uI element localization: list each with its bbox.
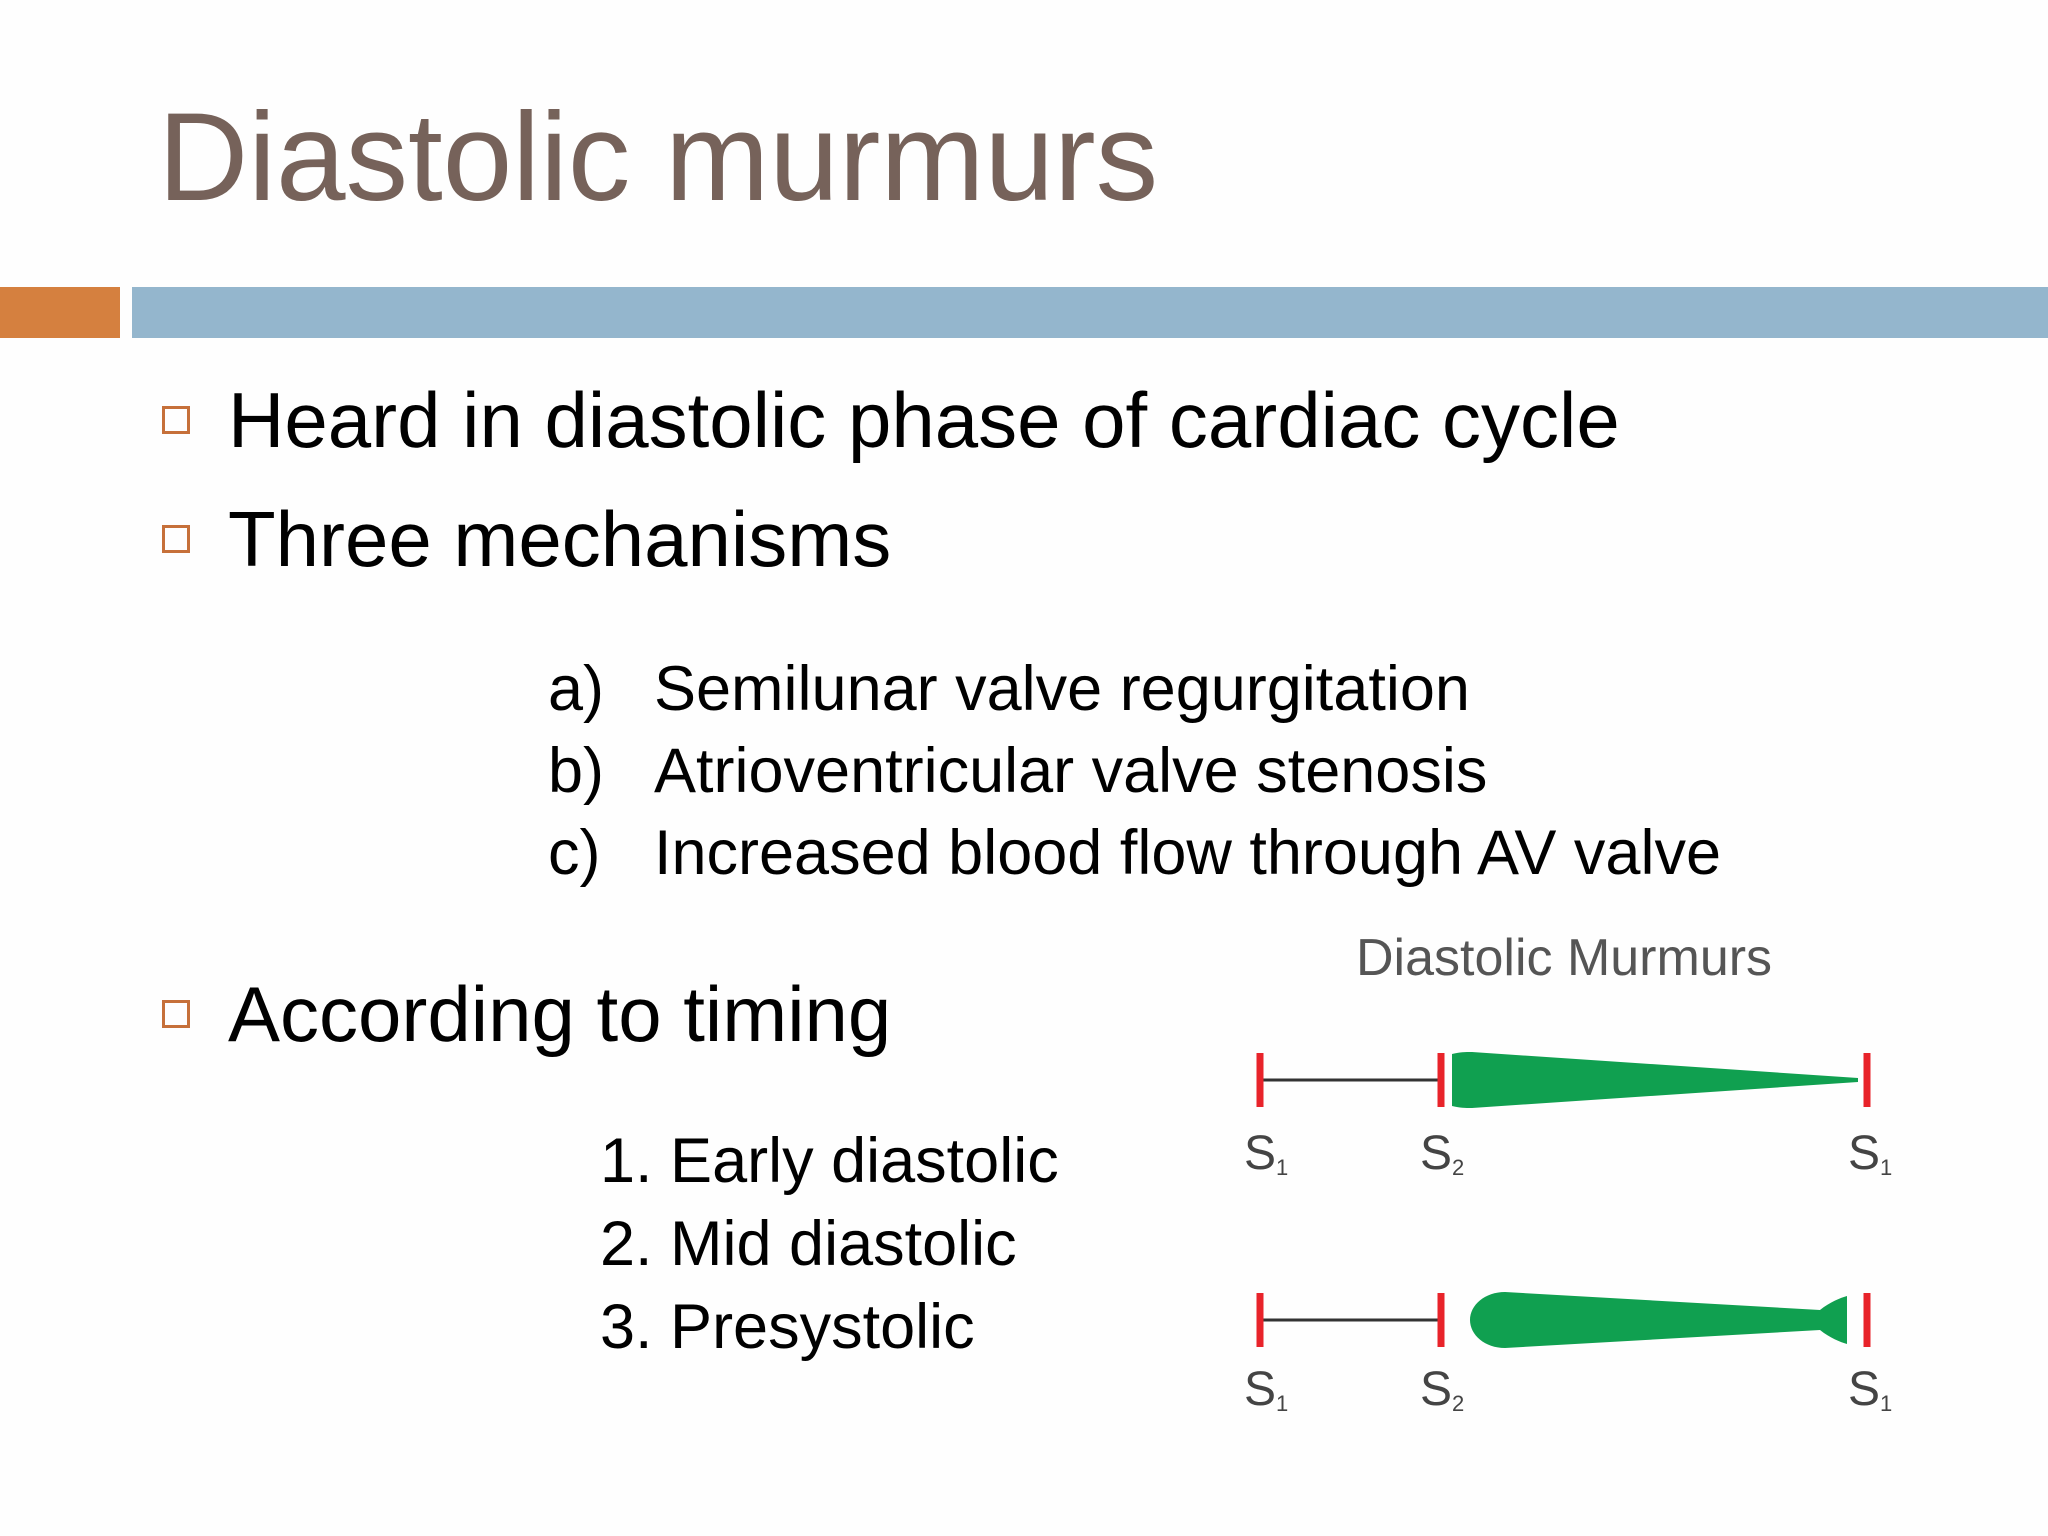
list-marker: a) — [548, 654, 605, 724]
list-marker: c) — [548, 818, 601, 888]
list-item-text: Semilunar valve regurgitation — [654, 654, 1470, 724]
mechanisms-list — [548, 648, 1721, 894]
s2-label: $S_2$ — [1420, 1127, 1465, 1180]
bullet-three-mechanisms — [162, 495, 892, 583]
s1-label: $S_1$ — [1244, 1127, 1289, 1180]
bullet-text: According to timing — [228, 970, 892, 1058]
murmur-diagram — [1230, 920, 1930, 1430]
bullet-text: Heard in diastolic phase of cardiac cycle — [228, 376, 1620, 464]
murmur-shape-decrescendo — [1452, 1052, 1858, 1108]
slide-title: Diastolic murmurs — [158, 88, 1159, 227]
list-item-text: Atrioventricular valve stenosis — [654, 736, 1488, 806]
list-item — [548, 648, 1721, 730]
list-item: 1. Early diastolic — [600, 1126, 1059, 1196]
murmur-shape-mid-presystolic — [1470, 1292, 1847, 1348]
list-item: 3. Presystolic — [600, 1292, 975, 1362]
s1-label: $S_1$ — [1848, 1127, 1893, 1180]
accent-bar — [0, 287, 120, 338]
diagram-title: Diastolic Murmurs — [1356, 929, 1773, 987]
bullet-square-icon — [162, 525, 190, 553]
bullet-heard-in-diastolic — [162, 376, 1620, 464]
list-item: 2. Mid diastolic — [600, 1209, 1017, 1279]
bullet-square-icon — [162, 406, 190, 434]
list-item — [548, 730, 1721, 812]
list-item-text: Increased blood flow through AV valve — [654, 818, 1722, 888]
s1-label: $S_1$ — [1244, 1363, 1289, 1416]
list-item — [548, 812, 1721, 894]
bullet-square-icon — [162, 1000, 190, 1028]
list-marker: b) — [548, 736, 605, 806]
s1-label: $S_1$ — [1848, 1363, 1893, 1416]
bullet-text: Three mechanisms — [228, 495, 892, 583]
timing-list — [600, 1120, 1059, 1369]
bullet-according-to-timing — [162, 970, 892, 1058]
title-divider-bar — [132, 287, 2048, 338]
s2-label: $S_2$ — [1420, 1363, 1465, 1416]
